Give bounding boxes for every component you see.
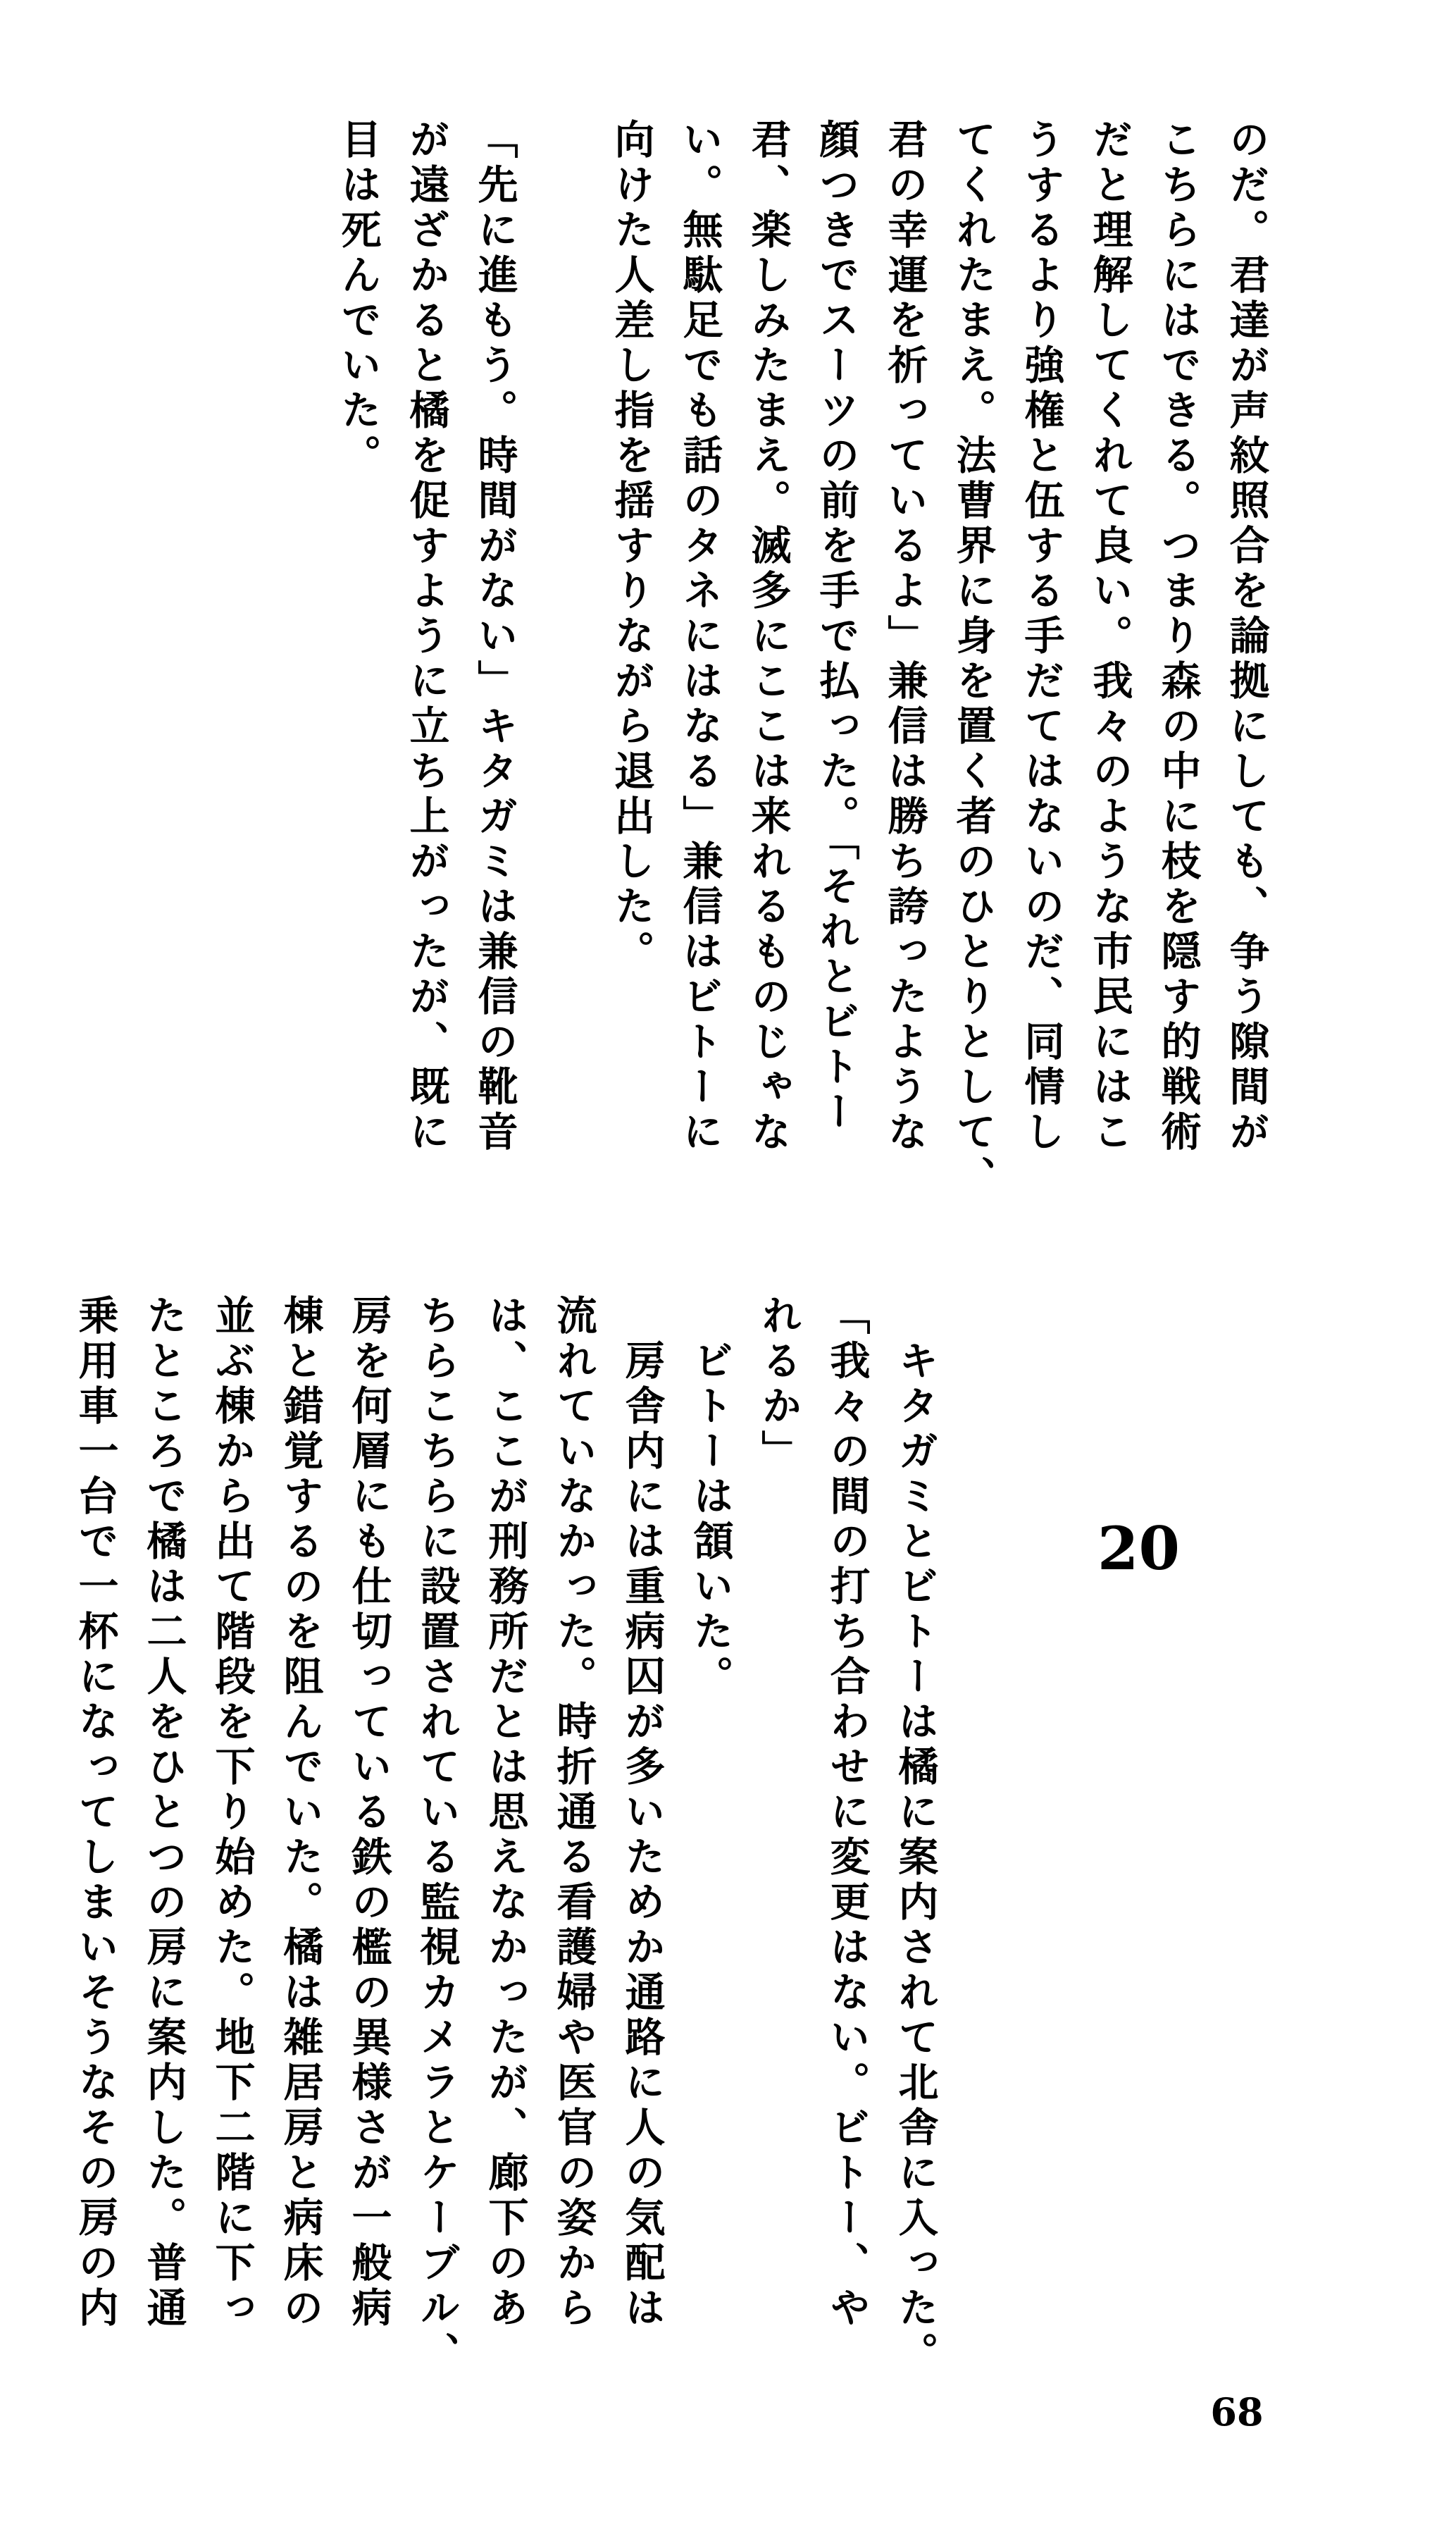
text-line: 房舎内には重病囚が多いためか通路に人の気配は — [618, 1294, 666, 2332]
text-line: ちらこちらに設置されている監視カメラとケーブル、 — [413, 1294, 461, 2377]
text-block-top — [324, 118, 1281, 1201]
text-line: だと理解してくれて良い。我々のような市民にはこ — [1086, 118, 1133, 1156]
text-line: のだ。君達が声紋照合を論拠にしても、争う隙間が — [1223, 118, 1270, 1156]
text-line: 「我々の間の打ち合わせに変更はない。ビトー、や — [823, 1294, 871, 2332]
text-line: 目は死んでいた。 — [335, 118, 382, 479]
text-line: 「先に進もう。時間がない」キタガミは兼信の靴音 — [471, 118, 518, 1156]
text-line: 向けた人差し指を揺すりながら退出した。 — [608, 118, 655, 975]
text-line: てくれたまえ。法曹界に身を置く者のひとりとして、 — [950, 118, 997, 1201]
text-block-bottom — [61, 1294, 950, 2377]
text-line: 並ぶ棟から出て階段を下り始めた。地下二階に下っ — [209, 1294, 256, 2332]
text-line: キタガミとビトーは橘に案内されて北舎に入った。 — [892, 1294, 939, 2377]
chapter-number: 20 — [1097, 1514, 1180, 1583]
text-line: ビトーは頷いた。 — [687, 1294, 734, 1700]
text-line: れるか」 — [755, 1294, 802, 1475]
text-line: 流れていなかった。時折通る看護婦や医官の姿から — [550, 1294, 597, 2332]
text-line: 乗用車一台で一杯になってしまいそうなその房の内 — [72, 1294, 119, 2332]
page-number: 68 — [1210, 2389, 1264, 2435]
text-line: 棟と錯覚するのを阻んでいた。橘は雑居房と病床の — [277, 1294, 324, 2332]
text-line: が遠ざかると橘を促すように立ち上がったが、既に — [403, 118, 450, 1156]
text-line: い。無駄足でも話のタネにはなる」兼信はビトーに — [676, 118, 723, 1156]
text-line: 房を何層にも仕切っている鉄の檻の異様さが一般病 — [345, 1294, 392, 2332]
text-line: たところで橘は二人をひとつの房に案内した。普通 — [140, 1294, 187, 2332]
text-line: 君の幸運を祈っているよ」兼信は勝ち誇ったような — [881, 118, 928, 1156]
text-line: 顔つきでスーツの前を手で払った。「それとビトー — [813, 118, 860, 1136]
text-line: は、ここが刑務所だとは思えなかったが、廊下のあ — [482, 1294, 529, 2332]
text-line: こちらにはできる。つまり森の中に枝を隠す的戦術 — [1155, 118, 1202, 1156]
text-line: うするより強権と伍する手だてはないのだ、同情し — [1018, 118, 1065, 1156]
text-line: 君、楽しみたまえ。滅多にここは来れるものじゃな — [745, 118, 792, 1156]
